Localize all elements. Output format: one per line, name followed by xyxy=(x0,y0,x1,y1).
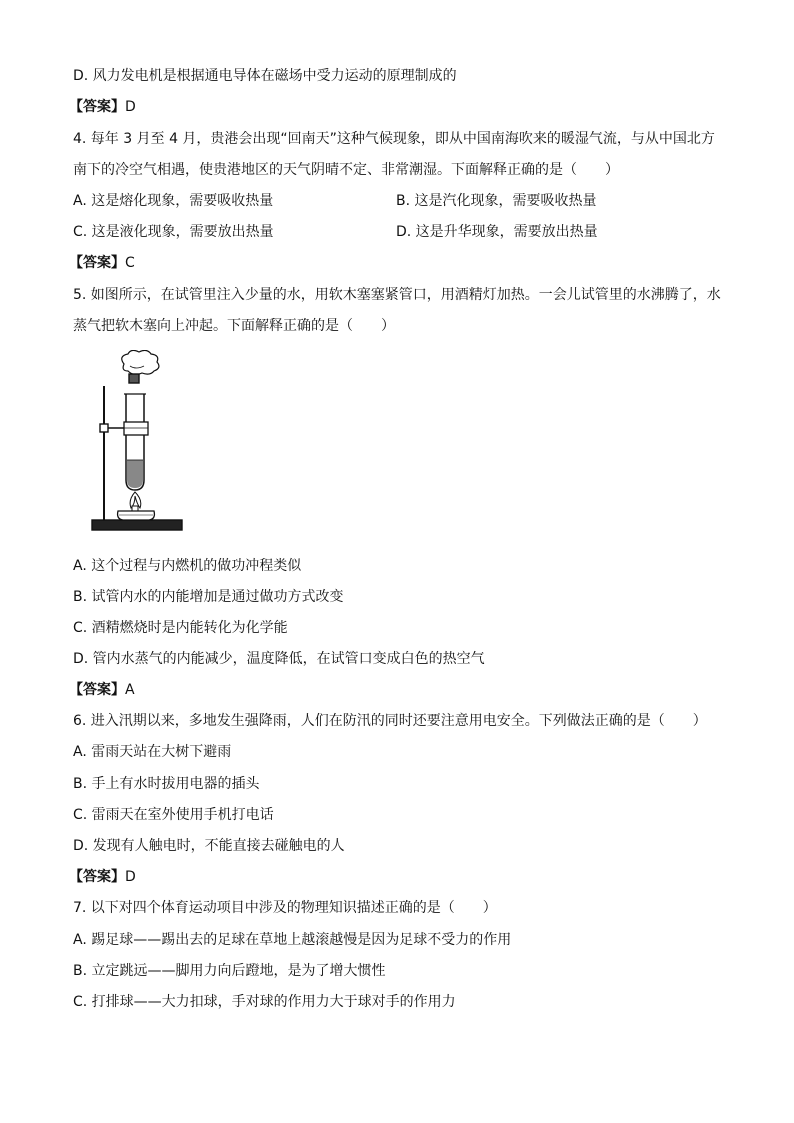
q4-stem-line2: 南下的冷空气相遇，使贵港地区的天气阴晴不定、非常潮湿。下面解释正确的是（ ） xyxy=(73,162,619,178)
answer-value: D xyxy=(125,869,136,885)
q7-option-a: A. 踢足球——踢出去的足球在草地上越滚越慢是因为足球不受力的作用 xyxy=(73,932,512,948)
answer-tag: 【答案】 xyxy=(69,682,125,698)
q5-option-c: C. 酒精燃烧时是内能转化为化学能 xyxy=(73,620,288,636)
q5-option-d: D. 管内水蒸气的内能减少，温度降低，在试管口变成白色的热空气 xyxy=(73,651,485,667)
q4-option-d: D. 这是升华现象，需要放出热量 xyxy=(396,224,598,240)
test-tube-apparatus-figure xyxy=(86,350,186,542)
q3-option-d: D. 风力发电机是根据通电导体在磁场中受力运动的原理制成的 xyxy=(73,68,457,84)
q7-option-c: C. 打排球——大力扣球，手对球的作用力大于球对手的作用力 xyxy=(73,994,456,1010)
answer-value: D xyxy=(125,99,136,115)
answer-tag: 【答案】 xyxy=(69,255,125,271)
q4-stem-line1: 4. 每年 3 月至 4 月，贵港会出现“回南天”这种气候现象，即从中国南海吹来的暖湿气流，与从中国北方 xyxy=(73,131,715,147)
q6-option-d: D. 发现有人触电时，不能直接去碰触电的人 xyxy=(73,838,345,854)
q5-stem-line2: 蒸气把软木塞向上冲起。下面解释正确的是（ ） xyxy=(73,318,395,334)
q7-stem: 7. 以下对四个体育运动项目中涉及的物理知识描述正确的是（ ） xyxy=(73,900,497,916)
q5-option-a: A. 这个过程与内燃机的做功冲程类似 xyxy=(73,558,302,574)
q4-answer xyxy=(69,254,135,272)
q4-options-row2 xyxy=(73,223,773,241)
q6-answer xyxy=(69,868,136,886)
steam-cloud-icon xyxy=(122,350,159,374)
q5-option-b: B. 试管内水的内能增加是通过做功方式改变 xyxy=(73,589,344,605)
q5-answer xyxy=(69,681,135,699)
cork-icon xyxy=(129,374,139,383)
q6-option-c: C. 雷雨天在室外使用手机打电话 xyxy=(73,807,274,823)
answer-value: A xyxy=(125,682,135,698)
q4-option-b: B. 这是汽化现象，需要吸收热量 xyxy=(396,193,597,209)
q6-option-a: A. 雷雨天站在大树下避雨 xyxy=(73,744,232,760)
q4-option-c: C. 这是液化现象，需要放出热量 xyxy=(73,224,274,240)
stand-base xyxy=(92,520,182,530)
q7-option-b: B. 立定跳远——脚用力向后蹬地，是为了增大惯性 xyxy=(73,963,386,979)
alcohol-lamp-icon xyxy=(118,511,155,520)
answer-tag: 【答案】 xyxy=(69,869,125,885)
q6-option-b: B. 手上有水时拔用电器的插头 xyxy=(73,776,260,792)
q4-option-a: A. 这是熔化现象，需要吸收热量 xyxy=(73,193,274,209)
q5-stem-line1: 5. 如图所示，在试管里注入少量的水，用软木塞塞紧管口，用酒精灯加热。一会儿试管里的水沸腾了，水 xyxy=(73,287,721,303)
answer-value: C xyxy=(125,255,135,271)
answer-tag: 【答案】 xyxy=(69,99,125,115)
q3-answer xyxy=(69,98,136,116)
q4-options-row1 xyxy=(73,192,773,210)
q6-stem: 6. 进入汛期以来，多地发生强降雨，人们在防汛的同时还要注意用电安全。下列做法正确的是（ ） xyxy=(73,713,707,729)
